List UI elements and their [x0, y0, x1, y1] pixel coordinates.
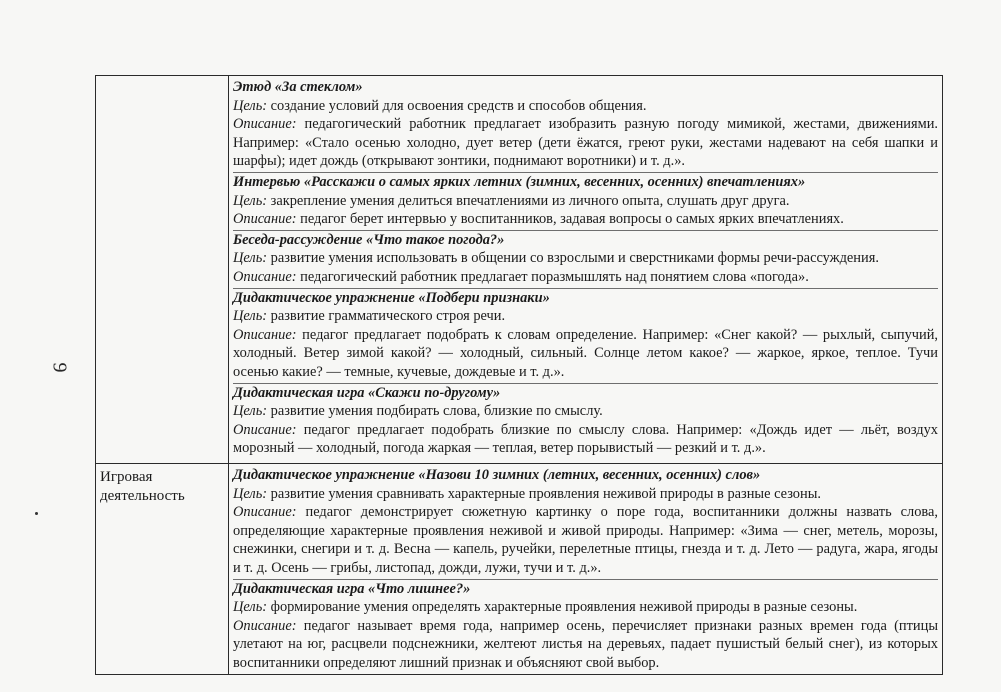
activity-entry — [233, 289, 938, 384]
entry-goal — [233, 307, 938, 326]
table-row — [96, 76, 943, 464]
activity-type-label: Игровая деятельность — [100, 469, 185, 504]
goal-text: формирование умения определять характерные проявления неживой природы в разные сезоны. — [267, 599, 858, 616]
goal-text: развитие умения сравнивать характерные проявления неживой природы в разные сезоны. — [267, 485, 821, 502]
entry-title: Дидактическое упражнение «Назови 10 зимних (летних, весенних, осенних) слов» — [233, 467, 761, 483]
activity-type-cell — [96, 464, 229, 675]
goal-label: Цель: — [233, 192, 268, 209]
entry-description — [233, 115, 938, 171]
entry-goal — [233, 598, 938, 617]
goal-text: развитие грамматического строя речи. — [267, 308, 506, 325]
entry-title: Этюд «За стеклом» — [233, 79, 363, 95]
activity-type-label — [96, 76, 228, 80]
activity-entry — [233, 384, 938, 459]
goal-label: Цель: — [233, 250, 268, 267]
activity-entry — [233, 231, 938, 289]
description-label: Описание: — [233, 326, 297, 343]
activity-entry — [233, 173, 938, 231]
goal-label: Цель: — [233, 308, 268, 325]
entry-goal — [233, 485, 938, 504]
description-label: Описание: — [233, 421, 297, 438]
entry-title: Интервью «Расскажи о самых ярких летних (зимних, весенних, осенних) впечатлениях» — [233, 173, 806, 190]
description-text: педагогический работник предлагает изобразить разную погоду мимикой, жестами, движениями. Например: «Стало осенью холодно, дует ветер (дети ёжатся, греют руки, жестами надевают на себя шапки и шарфы); идет дождь (открывают зонтики, поднимают воротники) и т. д.». — [233, 116, 938, 170]
description-label: Описание: — [233, 211, 297, 228]
entry-description — [233, 503, 938, 577]
entry-goal — [233, 97, 938, 116]
entry-goal — [233, 402, 938, 421]
goal-label: Цель: — [233, 485, 268, 502]
entry-description — [233, 210, 938, 229]
entry-description — [233, 617, 938, 673]
goal-text: развитие умения использовать в общении со взрослыми и сверстниками формы речи-рассуждения. — [267, 250, 879, 267]
description-label: Описание: — [233, 116, 297, 133]
entry-description — [233, 326, 938, 382]
activity-content-cell — [229, 464, 943, 675]
goal-text: создание условий для освоения средств и способов общения. — [267, 97, 647, 114]
activity-entry — [233, 466, 938, 580]
entry-goal — [233, 192, 938, 211]
scan-speck — [35, 512, 38, 515]
goal-label: Цель: — [233, 599, 268, 616]
description-label: Описание: — [233, 617, 297, 634]
entry-description — [233, 268, 938, 287]
description-text: педагог берет интервью у воспитанников, задавая вопросы о самых ярких впечатлениях. — [296, 211, 844, 228]
goal-text: развитие умения подбирать слова, близкие по смыслу. — [267, 403, 603, 420]
description-text: педагогический работник предлагает поразмышлять над понятием слова «погода». — [296, 268, 809, 285]
entry-goal — [233, 249, 938, 268]
description-text: педагог предлагает подобрать к словам определение. Например: «Снег какой? — рыхлый, сыпучий, холодный. Ветер зимой какой? — холодный, сильный. Солнце летом какое? — жаркое, яркое, теплое. Тучи осенью какие? — темные, кучевые, дождевые и т. д.». — [233, 326, 938, 380]
entry-title: Дидактическое упражнение «Подбери признаки» — [233, 289, 550, 306]
goal-label: Цель: — [233, 403, 268, 420]
activity-type-cell — [96, 76, 229, 464]
table-row — [96, 464, 943, 675]
goal-text: закрепление умения делиться впечатлениями из личного опыта, слушать друг друга. — [267, 192, 790, 209]
entry-description — [233, 421, 938, 458]
description-label: Описание: — [233, 268, 297, 285]
entry-title: Дидактическая игра «Скажи по-другому» — [233, 384, 501, 401]
description-label: Описание: — [233, 504, 297, 521]
activity-entry — [233, 580, 938, 674]
description-text: педагог называет время года, например осень, перечисляет признаки разных времен года (птицы улетают на юг, расцвели подснежники, желтеют листья на деревьях, падает пушистый белый снег), из которых воспитанники определяют лишний признак и объясняют свой выбор. — [233, 617, 938, 671]
goal-label: Цель: — [233, 97, 268, 114]
activity-entry — [233, 78, 938, 173]
description-text: педагог предлагает подобрать близкие по смыслу слова. Например: «Дождь идет — льёт, воздух морозный — холодный, погода жаркая — теплая, ветер порывистый — резкий и т. д.». — [233, 421, 938, 457]
description-text: педагог демонстрирует сюжетную картинку о поре года, воспитанники должны назвать слова, определяющие характерные проявления неживой и живой природы. Например: «Зима — снег, метель, морозы, снежинки, снегири и т. д. Весна — капель, ручейки, перелетные птицы, гнезда и т. д. Лето — радуга, жара, ягоды и т. д. Осень — грибы, листопад, дожди, лужи, тучи и т. д.». — [233, 504, 938, 576]
page-number: 9 — [48, 362, 71, 373]
activity-content-cell — [229, 76, 943, 464]
entry-title: Дидактическая игра «Что лишнее?» — [233, 580, 471, 597]
activities-table — [95, 75, 943, 675]
entry-title: Беседа-рассуждение «Что такое погода?» — [233, 231, 505, 248]
